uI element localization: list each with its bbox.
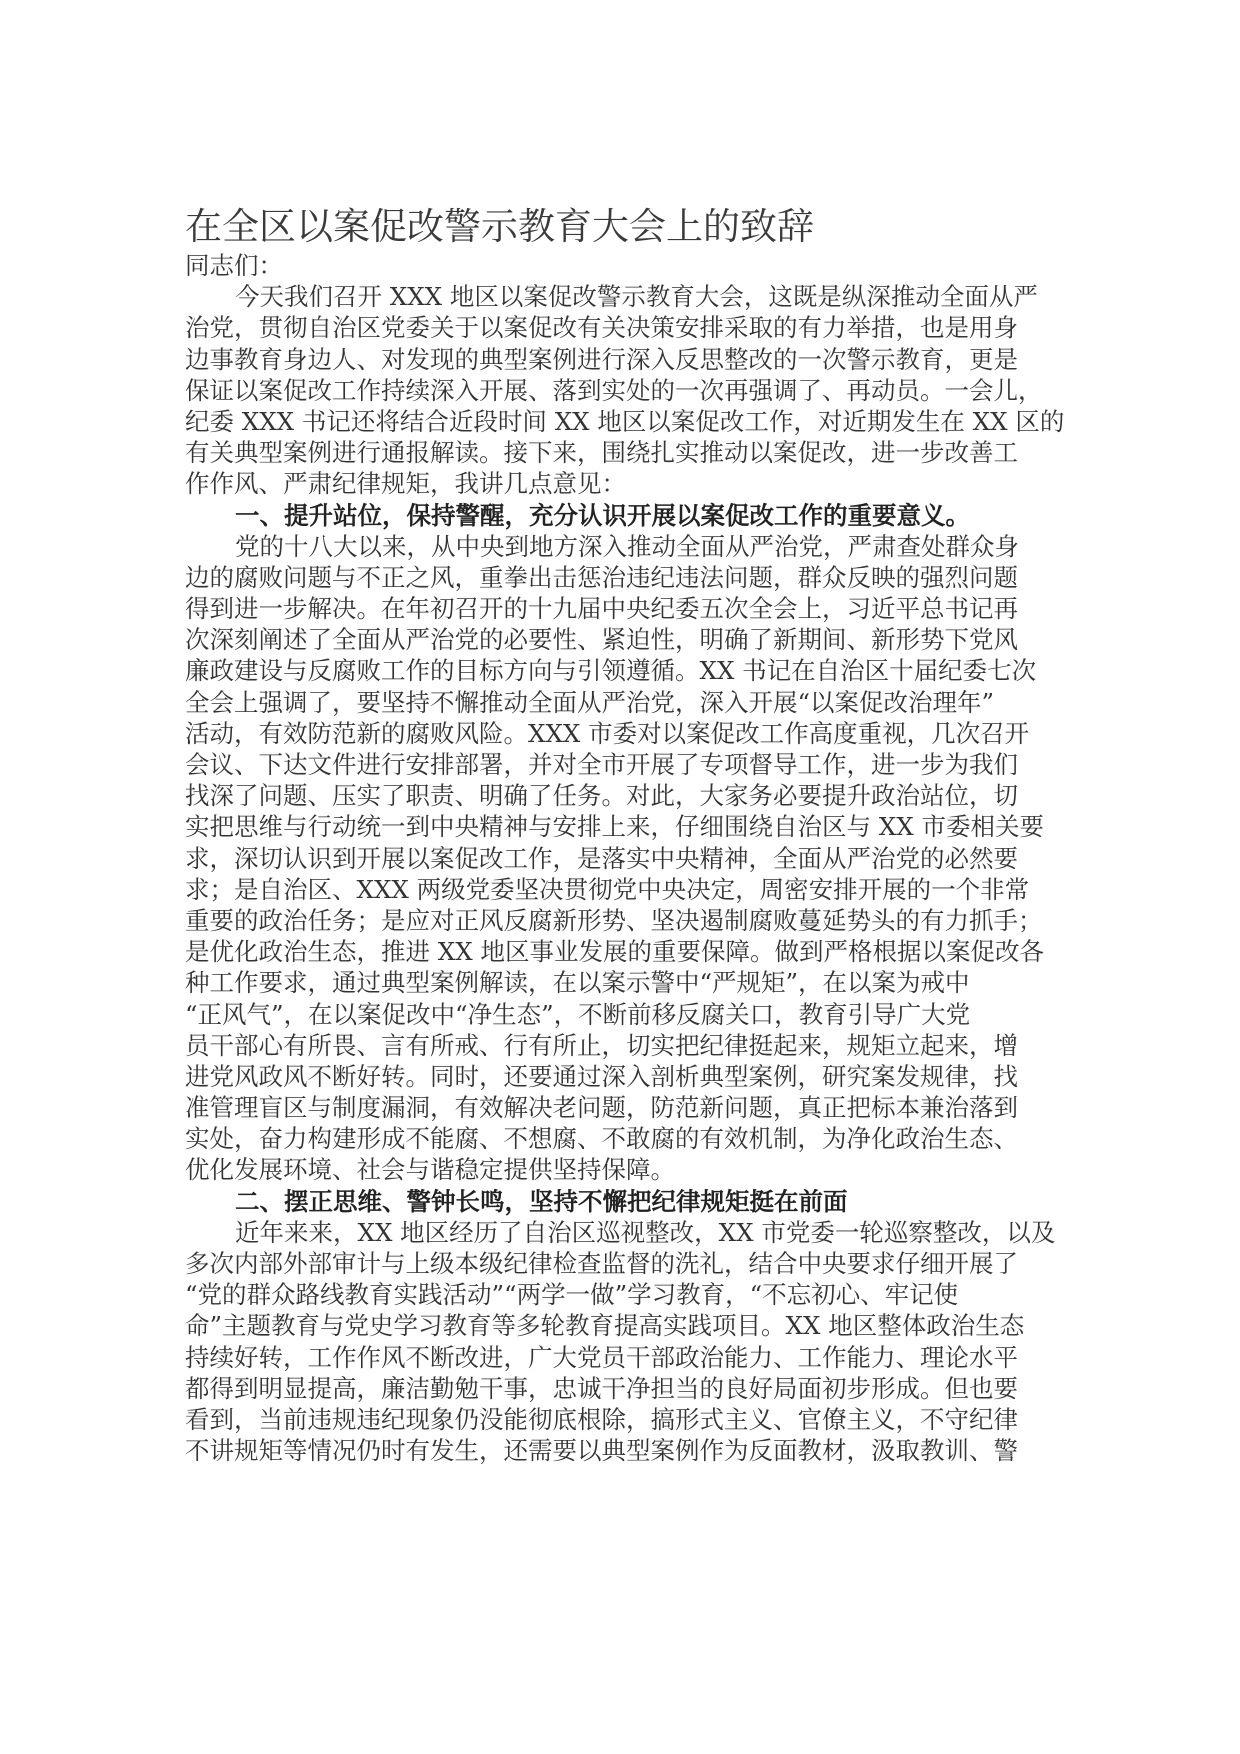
paragraph-line: 边的腐败问题与不正之风，重拳出击惩治违纪违法问题，群众反映的强烈问题 xyxy=(185,562,1018,592)
paragraph-line: 求，深切认识到开展以案促改工作，是落实中央精神，全面从严治党的必然要 xyxy=(185,843,1018,873)
paragraph-line: 实把思维与行动统一到中央精神与安排上来，仔细围绕自治区与 XX 市委相关要 xyxy=(185,812,1044,842)
paragraph-line: 有关典型案例进行通报解读。接下来，围绕扎实推动以案促改，进一步改善工 xyxy=(185,438,1018,468)
paragraph-line: 近年来来，XX 地区经历了自治区巡视整改，XX 市党委一轮巡察整改，以及 xyxy=(235,1217,1056,1247)
section-1-paragraph xyxy=(185,531,1045,1186)
paragraph-line: 会议、下达文件进行安排部署，并对全市开展了专项督导工作，进一步为我们 xyxy=(185,750,1018,779)
paragraph-line: 多次内部外部审计与上级本级纪律检查监督的洗礼，结合中央要求仔细开展了 xyxy=(185,1249,1018,1278)
paragraph-line: 治党，贯彻自治区党委关于以案促改有关决策安排采取的有力举措，也是用身 xyxy=(185,313,1018,343)
paragraph-line: 看到，当前违规违纪现象仍没能彻底根除，搞形式主义、官僚主义，不守纪律 xyxy=(185,1404,1018,1434)
paragraph-line: 次深刻阐述了全面从严治党的必要性、紧迫性，明确了新期间、新形势下党风 xyxy=(185,625,1018,655)
paragraph-line: 保证以案促改工作持续深入开展、落到实处的一次再强调了、再动员。一会儿， xyxy=(185,375,1043,405)
section-2-paragraph xyxy=(185,1217,1056,1467)
document-title: 在全区以案促改警示教育大会上的致辞 xyxy=(185,205,814,248)
salutation: 同志们： xyxy=(185,251,283,280)
paragraph-line: 找深了问题、压实了职责、明确了任务。对此，大家务必要提升政治站位，切 xyxy=(185,781,1018,811)
paragraph-line: “党的群众路线教育实践活动”“两学一做”学习教育，“不忘初心、牢记使 xyxy=(185,1280,959,1310)
paragraph-line: 求；是自治区、XXX 两级党委坚决贯彻党中央决定，周密安排开展的一个非常 xyxy=(185,874,1030,904)
paragraph-line: 命”主题教育与党史学习教育等多轮教育提高实践项目。XX 地区整体政治生态 xyxy=(185,1311,1025,1341)
intro-paragraph xyxy=(185,281,1065,499)
paragraph-line: 作作风、严肃纪律规矩，我讲几点意见： xyxy=(185,469,626,499)
paragraph-line: 持续好转，工作作风不断改进，广大党员干部政治能力、工作能力、理论水平 xyxy=(185,1342,1018,1372)
paragraph-line: 廉政建设与反腐败工作的目标方向与引领遵循。XX 书记在自治区十届纪委七次 xyxy=(185,656,1037,686)
paragraph-line: 活动，有效防范新的腐败风险。XXX 市委对以案促改工作高度重视，几次召开 xyxy=(185,718,1030,748)
paragraph-line: 员干部心有所畏、言有所戒、行有所止，切实把纪律挺起来，规矩立起来，增 xyxy=(185,1030,1018,1060)
paragraph-line: 边事教育身边人、对发现的典型案例进行深入反思整改的一次警示教育，更是 xyxy=(185,344,1018,374)
paragraph-line: 不讲规矩等情况仍时有发生，还需要以典型案例作为反面教材，汲取教训、警 xyxy=(185,1436,1018,1466)
paragraph-line: 优化发展环境、社会与谐稳定提供坚持保障。 xyxy=(185,1155,675,1185)
paragraph-line: 重要的政治任务；是应对正风反腐新形势、坚决遏制腐败蔓延势头的有力抓手； xyxy=(185,905,1043,935)
document-body xyxy=(185,250,1065,1466)
paragraph-line: 得到进一步解决。在年初召开的十九届中央纪委五次全会上，习近平总书记再 xyxy=(185,594,1018,624)
paragraph-line: 种工作要求，通过典型案例解读，在以案示警中“严规矩”，在以案为戒中 xyxy=(185,968,970,998)
paragraph-line: 全会上强调了，要坚持不懈推动全面从严治党，深入开展“以案促改治理年” xyxy=(185,687,995,717)
paragraph-line: 进党风政风不断好转。同时，还要通过深入剖析典型案例，研究案发规律，找 xyxy=(185,1061,1018,1091)
section-heading-1: 一、提升站位，保持警醒，充分认识开展以案促改工作的重要意义。 xyxy=(235,500,970,530)
paragraph-line: 是优化政治生态，推进 XX 地区事业发展的重要保障。做到严格根据以案促改各 xyxy=(185,937,1044,967)
paragraph-line: 纪委 XXX 书记还将结合近段时间 XX 地区以案促改工作，对近期发生在 XX 区的 xyxy=(185,406,1065,436)
paragraph-line: “正风气”，在以案促改中“净生态”，不断前移反腐关口，教育引导广大党 xyxy=(185,999,971,1029)
paragraph-line: 今天我们召开 XXX 地区以案促改警示教育大会，这既是纵深推动全面从严 xyxy=(235,282,1038,312)
paragraph-line: 党的十八大以来，从中央到地方深入推动全面从严治党，严肃查处群众身 xyxy=(235,531,1019,561)
paragraph-line: 都得到明显提高，廉洁勤勉干事，忠诚干净担当的良好局面初步形成。但也要 xyxy=(185,1373,1018,1403)
section-heading-2: 二、摆正思维、警钟长鸣，坚持不懈把纪律规矩挺在前面 xyxy=(235,1186,848,1216)
paragraph-line: 实处，奋力构建形成不能腐、不想腐、不敢腐的有效机制，为净化政治生态、 xyxy=(185,1124,1018,1154)
paragraph-line: 准管理盲区与制度漏洞，有效解决老问题，防范新问题，真正把标本兼治落到 xyxy=(185,1093,1018,1123)
